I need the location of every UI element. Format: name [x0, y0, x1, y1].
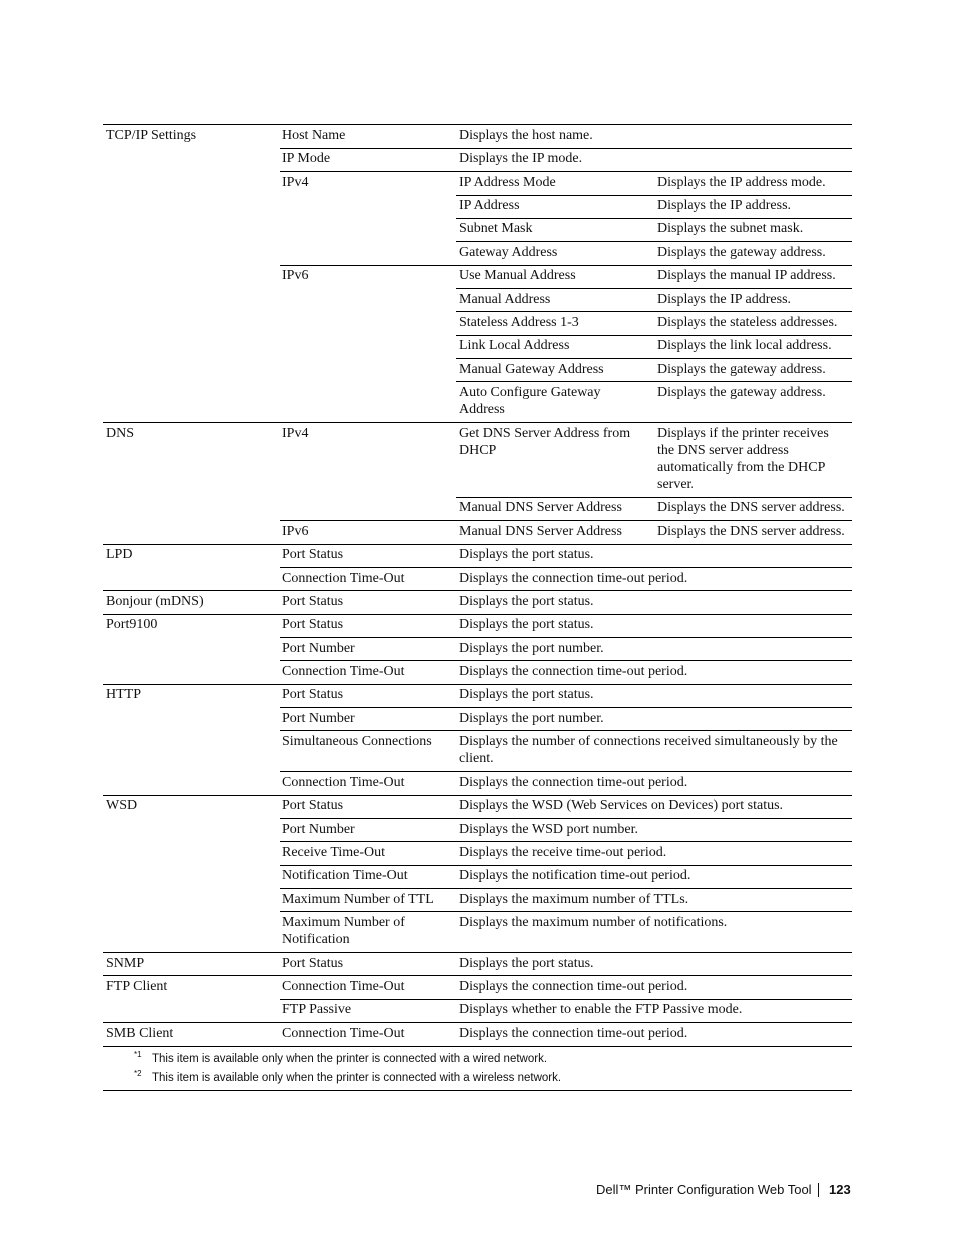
- page-number: 123: [829, 1182, 851, 1197]
- table-rule: [280, 660, 852, 661]
- sub-setting-label: Auto Configure Gateway Address: [459, 385, 601, 417]
- table-rule: [103, 952, 852, 953]
- table-rule: [456, 195, 852, 196]
- setting-description: Displays the connection time-out period.: [459, 979, 688, 994]
- setting-description: Displays the maximum number of TTLs.: [459, 892, 689, 907]
- setting-label: Simultaneous Connections: [282, 734, 432, 749]
- setting-label: IPv4: [282, 175, 309, 190]
- table-rule: [280, 818, 852, 819]
- sub-setting-label: Manual Address: [459, 292, 551, 307]
- sub-setting-label: Get DNS Server Address from DHCP: [459, 426, 631, 458]
- setting-description: Displays the connection time-out period.: [459, 571, 688, 586]
- table-rule: [103, 422, 852, 423]
- setting-label: Port Status: [282, 547, 344, 562]
- category-label: Bonjour (mDNS): [106, 594, 204, 609]
- table-rule: [456, 218, 852, 219]
- setting-label: Port Number: [282, 711, 355, 726]
- setting-description: Displays the link local address.: [657, 338, 832, 353]
- table-rule: [103, 795, 852, 796]
- setting-description: Displays the gateway address.: [657, 385, 826, 400]
- setting-description: Displays the manual IP address.: [657, 268, 836, 283]
- setting-label: Connection Time-Out: [282, 979, 405, 994]
- footnote-text: This item is available only when the printer is connected with a wired network.: [152, 1053, 548, 1065]
- setting-label: Connection Time-Out: [282, 571, 405, 586]
- sub-setting-label: Manual DNS Server Address: [459, 524, 622, 539]
- setting-description: Displays the DNS server address.: [657, 500, 845, 515]
- setting-description: Displays the subnet mask.: [657, 221, 804, 236]
- sub-setting-label: Manual Gateway Address: [459, 362, 604, 377]
- setting-description: Displays the port number.: [459, 641, 604, 656]
- table-rule: [103, 975, 852, 976]
- setting-label: Port Status: [282, 687, 344, 702]
- setting-label: Port Status: [282, 956, 344, 971]
- table-rule: [280, 730, 852, 731]
- setting-description: Displays the gateway address.: [657, 245, 826, 260]
- sub-setting-label: Link Local Address: [459, 338, 570, 353]
- setting-label: Connection Time-Out: [282, 1026, 405, 1041]
- category-label: Port9100: [106, 617, 158, 632]
- setting-description: Displays if the printer receives the DNS server address automatically from the DHCP server.: [657, 426, 829, 492]
- setting-label: Receive Time-Out: [282, 845, 386, 860]
- setting-label: Connection Time-Out: [282, 664, 405, 679]
- setting-label: Port Number: [282, 641, 355, 656]
- setting-label: Port Status: [282, 798, 344, 813]
- setting-label: Port Number: [282, 822, 355, 837]
- table-rule: [280, 999, 852, 1000]
- sub-setting-label: Subnet Mask: [459, 221, 533, 236]
- setting-label: FTP Passive: [282, 1002, 352, 1017]
- setting-label: IP Mode: [282, 151, 331, 166]
- setting-description: Displays the WSD port number.: [459, 822, 639, 837]
- setting-label: Notification Time-Out: [282, 868, 408, 883]
- table-rule: [280, 637, 852, 638]
- category-label: TCP/IP Settings: [106, 128, 197, 143]
- setting-label: Host Name: [282, 128, 346, 143]
- setting-description: Displays the port status.: [459, 956, 594, 971]
- sub-setting-label: Gateway Address: [459, 245, 558, 260]
- category-label: WSD: [106, 798, 138, 813]
- setting-description: Displays the IP address mode.: [657, 175, 826, 190]
- setting-description: Displays the port status.: [459, 594, 594, 609]
- setting-label: IPv4: [282, 426, 309, 441]
- setting-label: IPv6: [282, 268, 309, 283]
- table-rule: [280, 265, 852, 266]
- setting-description: Displays the WSD (Web Services on Devices) port status.: [459, 798, 784, 813]
- footer-separator: [818, 1183, 819, 1197]
- table-rule: [103, 590, 852, 591]
- setting-label: Maximum Number of Notification: [282, 915, 405, 947]
- table-rule: [103, 684, 852, 685]
- category-label: SNMP: [106, 956, 145, 971]
- table-rule: [280, 171, 852, 172]
- category-label: LPD: [106, 547, 133, 562]
- table-rule: [280, 707, 852, 708]
- category-label: HTTP: [106, 687, 141, 702]
- setting-description: Displays the port status.: [459, 617, 594, 632]
- table-rule: [280, 888, 852, 889]
- setting-description: Displays the gateway address.: [657, 362, 826, 377]
- table-rule: [456, 241, 852, 242]
- table-rule: [103, 124, 852, 125]
- table-rule: [103, 614, 852, 615]
- setting-label: Port Status: [282, 617, 344, 632]
- setting-description: Displays the port status.: [459, 547, 594, 562]
- setting-label: Port Status: [282, 594, 344, 609]
- sub-setting-label: Use Manual Address: [459, 268, 576, 283]
- table-rule: [280, 771, 852, 772]
- setting-description: Displays the notification time-out period.: [459, 868, 691, 883]
- setting-label: Maximum Number of TTL: [282, 892, 434, 907]
- setting-description: Displays the connection time-out period.: [459, 664, 688, 679]
- category-label: SMB Client: [106, 1026, 174, 1041]
- setting-description: Displays the IP mode.: [459, 151, 583, 166]
- setting-description: Displays the stateless addresses.: [657, 315, 838, 330]
- setting-description: Displays the number of connections received simultaneously by the client.: [459, 734, 838, 766]
- table-rule: [280, 841, 852, 842]
- category-label: FTP Client: [106, 979, 168, 994]
- setting-description: Displays the DNS server address.: [657, 524, 845, 539]
- footer-title: Dell™ Printer Configuration Web Tool: [596, 1182, 812, 1197]
- table-rule: [103, 544, 852, 545]
- table-rule: [280, 911, 852, 912]
- table-rule: [456, 311, 852, 312]
- footnote-text: This item is available only when the printer is connected with a wireless network.: [152, 1072, 562, 1084]
- footnote-marker: *2: [134, 1069, 142, 1078]
- sub-setting-label: Manual DNS Server Address: [459, 500, 622, 515]
- setting-description: Displays the receive time-out period.: [459, 845, 667, 860]
- setting-description: Displays the port status.: [459, 687, 594, 702]
- setting-description: Displays the connection time-out period.: [459, 1026, 688, 1041]
- table-rule: [103, 1046, 852, 1047]
- setting-description: Displays the port number.: [459, 711, 604, 726]
- footnote-marker: *1: [134, 1050, 142, 1059]
- table-rule: [456, 497, 852, 498]
- table-rule: [280, 148, 852, 149]
- setting-description: Displays the IP address.: [657, 198, 792, 213]
- setting-description: Displays the host name.: [459, 128, 593, 143]
- setting-label: Connection Time-Out: [282, 775, 405, 790]
- table-rule: [280, 567, 852, 568]
- table-rule: [456, 381, 852, 382]
- sub-setting-label: IP Address Mode: [459, 175, 556, 190]
- setting-description: Displays the connection time-out period.: [459, 775, 688, 790]
- table-rule: [280, 520, 852, 521]
- table-rule: [456, 335, 852, 336]
- sub-setting-label: Stateless Address 1-3: [459, 315, 579, 330]
- table-rule: [456, 358, 852, 359]
- table-rule: [456, 288, 852, 289]
- setting-description: Displays the maximum number of notifications.: [459, 915, 728, 930]
- setting-label: IPv6: [282, 524, 309, 539]
- table-rule: [103, 1022, 852, 1023]
- footnote-rule: [103, 1090, 852, 1091]
- table-rule: [280, 865, 852, 866]
- category-label: DNS: [106, 426, 135, 441]
- setting-description: Displays the IP address.: [657, 292, 792, 307]
- sub-setting-label: IP Address: [459, 198, 520, 213]
- setting-description: Displays whether to enable the FTP Passive mode.: [459, 1002, 743, 1017]
